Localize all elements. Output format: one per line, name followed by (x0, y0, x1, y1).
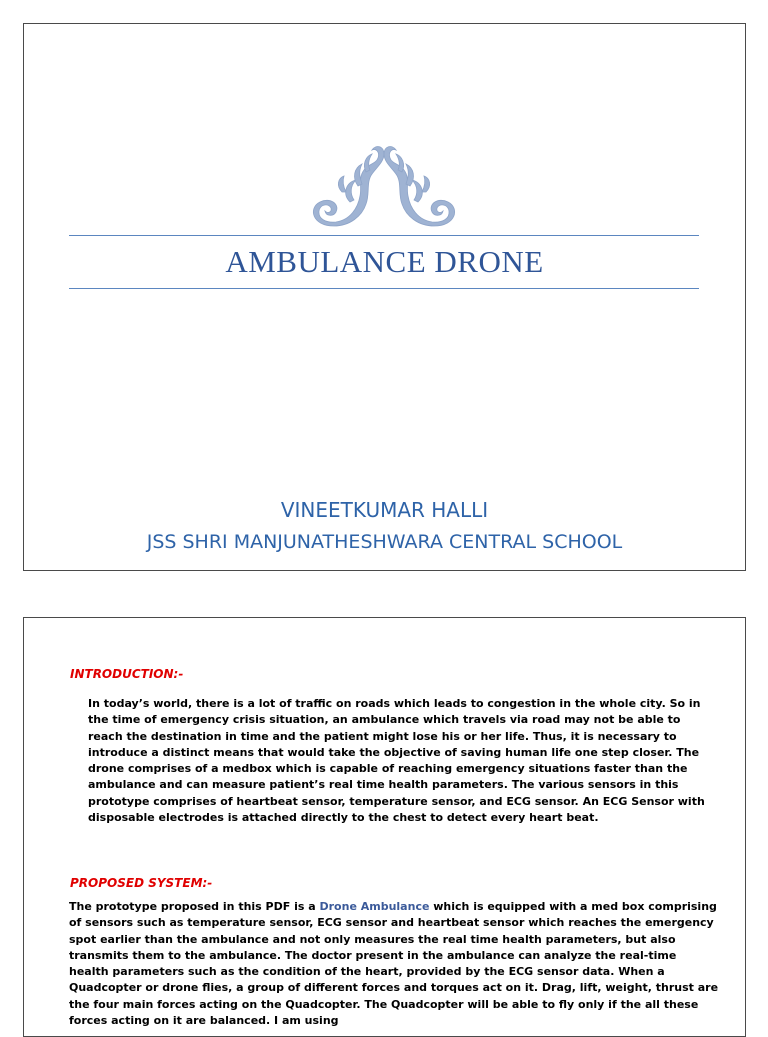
introduction-heading: INTRODUCTION:- (70, 667, 184, 681)
proposed-text-end: which is equipped with a med box comprising of sensors such as temperature sensor, ECG sensor and heartbeat sensor which reaches the emergency spot earlier than the ambulance and not only measures the real time health parameters, but also transmits them to the ambulance. The doctor present in the ambulance can analyze the real-time health parameters such as the condition of the heart, provided by the ECG sensor data. When a Quadcopter or drone flies, a group of different forces and torques act on it. Drag, lift, weight, thrust are the four main forces acting on the Quadcopter. The Quadcopter will be able to fly only if the all these forces acting on it are balanced. I am using (69, 900, 719, 1028)
document-title: AMBULANCE DRONE (225, 244, 544, 279)
introduction-paragraph: In today’s world, there is a lot of traffic on roads which leads to congestion in the whole city. So in the time of emergency crisis situation, an ambulance which travels via road may not be able to reach the destination in time and the patient might lose his or her life. Thus, it is necessary to introduce a distinct means that would take the objective of saving human life one step closer. The drone comprises of a medbox which is capable of reaching emergency situations faster than the ambulance and can measure patient’s real time health parameters. The various sensors in this prototype comprises of heartbeat sensor, temperature sensor, and ECG sensor. An ECG Sensor with disposable electrodes is attached directly to the chest to detect every heart beat. (88, 697, 705, 825)
cover-page (23, 23, 746, 571)
proposed-text-start: The prototype proposed in this PDF is a (69, 900, 320, 913)
drone-ambulance-link[interactable]: Drone Ambulance (319, 900, 430, 913)
proposed-system-heading: PROPOSED SYSTEM:- (70, 876, 213, 890)
content-page (23, 617, 746, 1037)
title-top-rule (69, 235, 699, 236)
floral-ornament-icon (306, 142, 462, 228)
school-name: JSS SHRI MANJUNATHESHWARA CENTRAL SCHOOL (146, 531, 623, 553)
title-bottom-rule (69, 288, 699, 289)
proposed-system-paragraph (69, 899, 719, 1029)
author-name: VINEETKUMAR HALLI (280, 498, 489, 522)
